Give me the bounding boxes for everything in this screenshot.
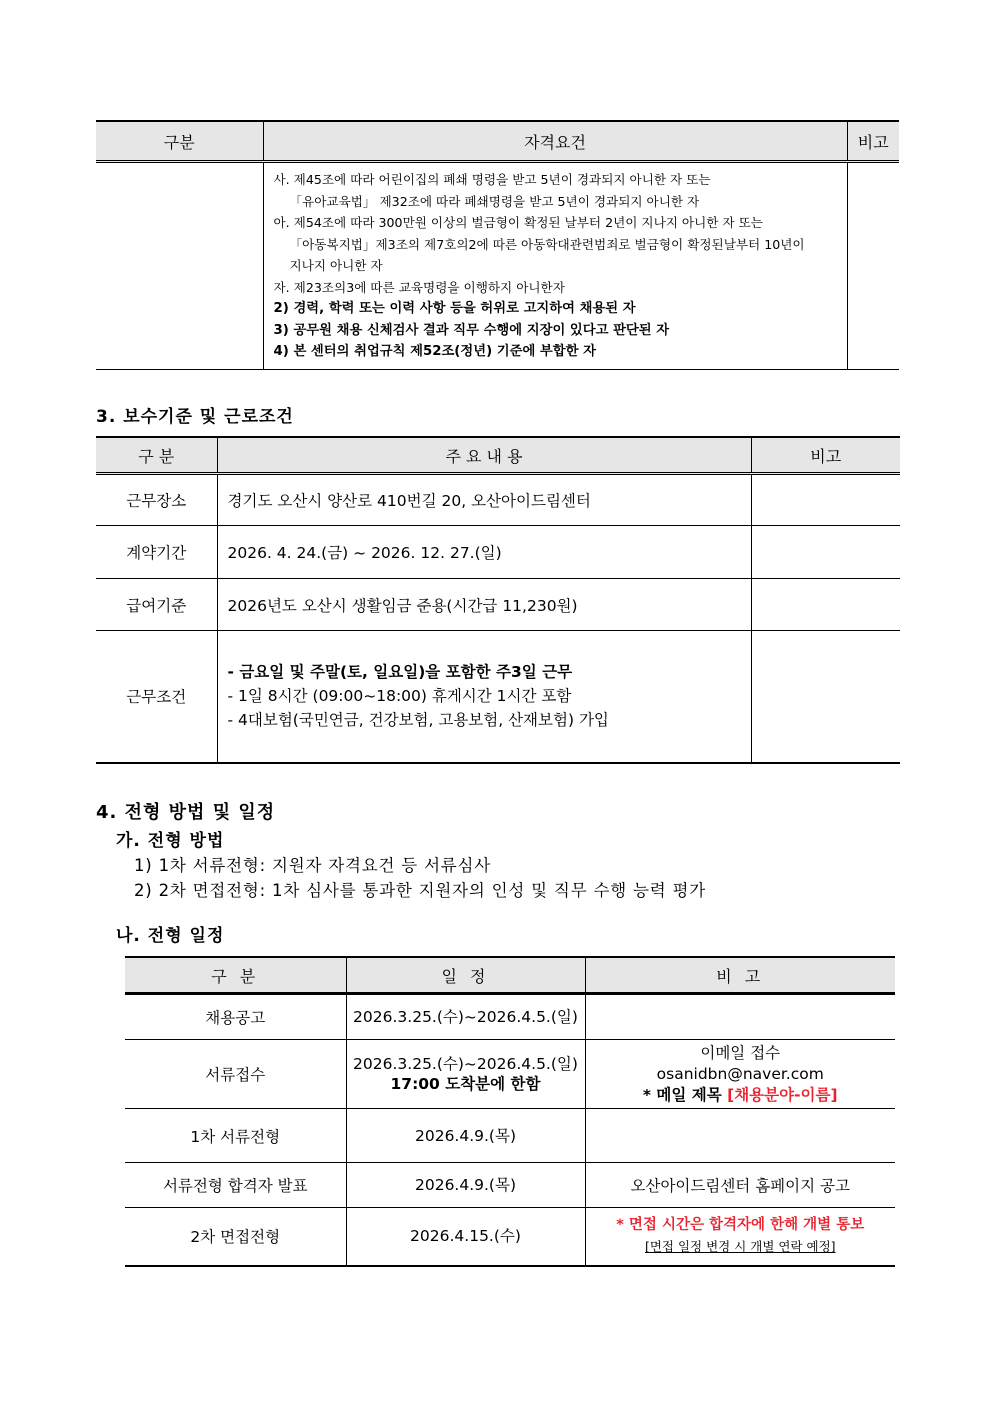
stage-note-cell <box>585 1208 895 1266</box>
header-category: 구분 <box>96 121 263 162</box>
condition-line: - 1일 8시간 (09:00~18:00) 휴게시간 1시간 포함 <box>227 687 572 706</box>
table-row <box>125 1040 895 1109</box>
stage-label: 1차 서류전형 <box>125 1109 346 1163</box>
header-requirements: 자격요건 <box>263 121 847 162</box>
row-label: 계약기간 <box>96 526 217 579</box>
category-cell <box>96 162 263 370</box>
row-label: 근무조건 <box>96 631 217 763</box>
mail-subject-note <box>587 1085 895 1106</box>
table-header-row <box>125 957 895 994</box>
stage-date-cell <box>346 1040 585 1109</box>
interview-notice: * 면접 시간은 합격자에 한해 개별 통보 <box>616 1217 865 1234</box>
compensation-table <box>96 436 900 764</box>
condition-line: - 4대보험(국민연금, 건강보험, 고용보험, 산재보험) 가입 <box>227 711 609 730</box>
stage-label: 서류전형 합격자 발표 <box>125 1163 346 1208</box>
header-category: 구 분 <box>125 957 346 994</box>
section4-title: 4. 전형 방법 및 일정 <box>96 802 276 823</box>
requirement-line: 「유아교육법」 제32조에 따라 폐쇄명령을 받고 5년이 경과되지 아니한 자 <box>289 193 700 209</box>
header-date: 일 정 <box>346 957 585 994</box>
row-label: 급여기준 <box>96 579 217 631</box>
stage-date: 2026.3.25.(수)~2026.4.5.(일) <box>353 1055 578 1073</box>
method-step: 1) 1차 서류전형: 지원자 자격요건 등 서류심사 <box>134 856 492 875</box>
note-cell <box>751 631 900 763</box>
table-row <box>96 162 899 370</box>
note-cell <box>847 162 899 370</box>
requirement-line: 자. 제23조의3에 따른 교육명령을 이행하지 아니한자 <box>273 279 565 295</box>
schedule-title: 나. 전형 일정 <box>116 926 225 946</box>
email-label: 이메일 접수 <box>700 1043 781 1062</box>
method-step: 2) 2차 면접전형: 1차 심사를 통과한 지원자의 인성 및 직무 수행 능력 평가 <box>134 881 706 900</box>
header-note: 비고 <box>751 437 900 474</box>
section3-title: 3. 보수기준 및 근로조건 <box>96 407 294 427</box>
table-row <box>125 1109 895 1163</box>
row-value: 2026. 4. 24.(금) ~ 2026. 12. 27.(일) <box>217 526 751 579</box>
stage-note: 오산아이드림센터 홈페이지 공고 <box>585 1163 895 1208</box>
stage-label: 서류접수 <box>125 1040 346 1109</box>
table-row <box>96 526 900 579</box>
work-conditions-cell <box>217 631 751 763</box>
row-value: 2026년도 오산시 생활임금 준용(시간급 11,230원) <box>217 579 751 631</box>
mail-subject-label: * 메일 제목 <box>642 1085 728 1104</box>
stage-date: 2026.4.9.(목) <box>346 1163 585 1208</box>
method-title: 가. 전형 방법 <box>116 831 225 851</box>
row-value: 경기도 오산시 양산로 410번길 20, 오산아이드림센터 <box>217 474 751 526</box>
requirement-line: 지나지 아니한 자 <box>289 258 383 273</box>
stage-note-cell <box>585 1040 895 1109</box>
note-cell <box>751 474 900 526</box>
requirement-line: 사. 제45조에 따라 어린이집의 폐쇄 명령을 받고 5년이 경과되지 아니한 자 또는 <box>273 172 711 187</box>
requirements-cell <box>263 162 847 370</box>
mail-subject-format: [채용분야-이름] <box>727 1085 838 1104</box>
note-cell <box>751 526 900 579</box>
header-category: 구 분 <box>96 437 217 474</box>
requirement-line: 3) 공무원 채용 신체검사 결과 직무 수행에 지장이 있다고 판단된 자 <box>273 322 670 338</box>
header-note: 비고 <box>847 121 899 162</box>
stage-label: 채용공고 <box>125 994 346 1040</box>
table-header-row <box>96 437 900 474</box>
stage-date: 2026.4.15.(수) <box>346 1208 585 1266</box>
table-row <box>96 631 900 763</box>
table-row <box>125 994 895 1040</box>
note-cell <box>751 579 900 631</box>
requirement-line: 2) 경력, 학력 또는 이력 사항 등을 허위로 고지하여 채용된 자 <box>273 301 636 316</box>
stage-note <box>585 1109 895 1163</box>
email-address: osanidbn@naver.com <box>656 1064 824 1083</box>
requirement-line: 「아동복지법」제3조의 제7호의2에 따른 아동학대관련범죄로 벌금형이 확정된날부터 10년이 <box>289 236 805 252</box>
header-content: 주 요 내 용 <box>217 437 751 474</box>
qualification-table <box>96 120 899 370</box>
schedule-table <box>125 956 895 1267</box>
stage-label: 2차 면접전형 <box>125 1208 346 1266</box>
table-row <box>125 1208 895 1266</box>
stage-date: 2026.3.25.(수)~2026.4.5.(일) <box>346 994 585 1040</box>
requirement-line: 아. 제54조에 따라 300만원 이상의 벌금형이 확정된 날부터 2년이 지나지 아니한 자 또는 <box>273 215 763 230</box>
table-row <box>125 1163 895 1208</box>
table-row <box>96 474 900 526</box>
stage-date: 2026.4.9.(목) <box>346 1109 585 1163</box>
interview-change-notice: [면접 일정 변경 시 개별 연락 예정] <box>644 1239 836 1255</box>
condition-line: - 금요일 및 주말(토, 일요일)을 포함한 주3일 근무 <box>227 663 573 682</box>
table-row <box>96 579 900 631</box>
requirement-line: 4) 본 센터의 취업규칙 제52조(정년) 기준에 부합한 자 <box>273 344 596 359</box>
table-header-row <box>96 121 899 162</box>
stage-note <box>585 994 895 1040</box>
row-label: 근무장소 <box>96 474 217 526</box>
deadline-note: 17:00 도착분에 한함 <box>390 1075 541 1093</box>
header-note: 비 고 <box>585 957 895 994</box>
